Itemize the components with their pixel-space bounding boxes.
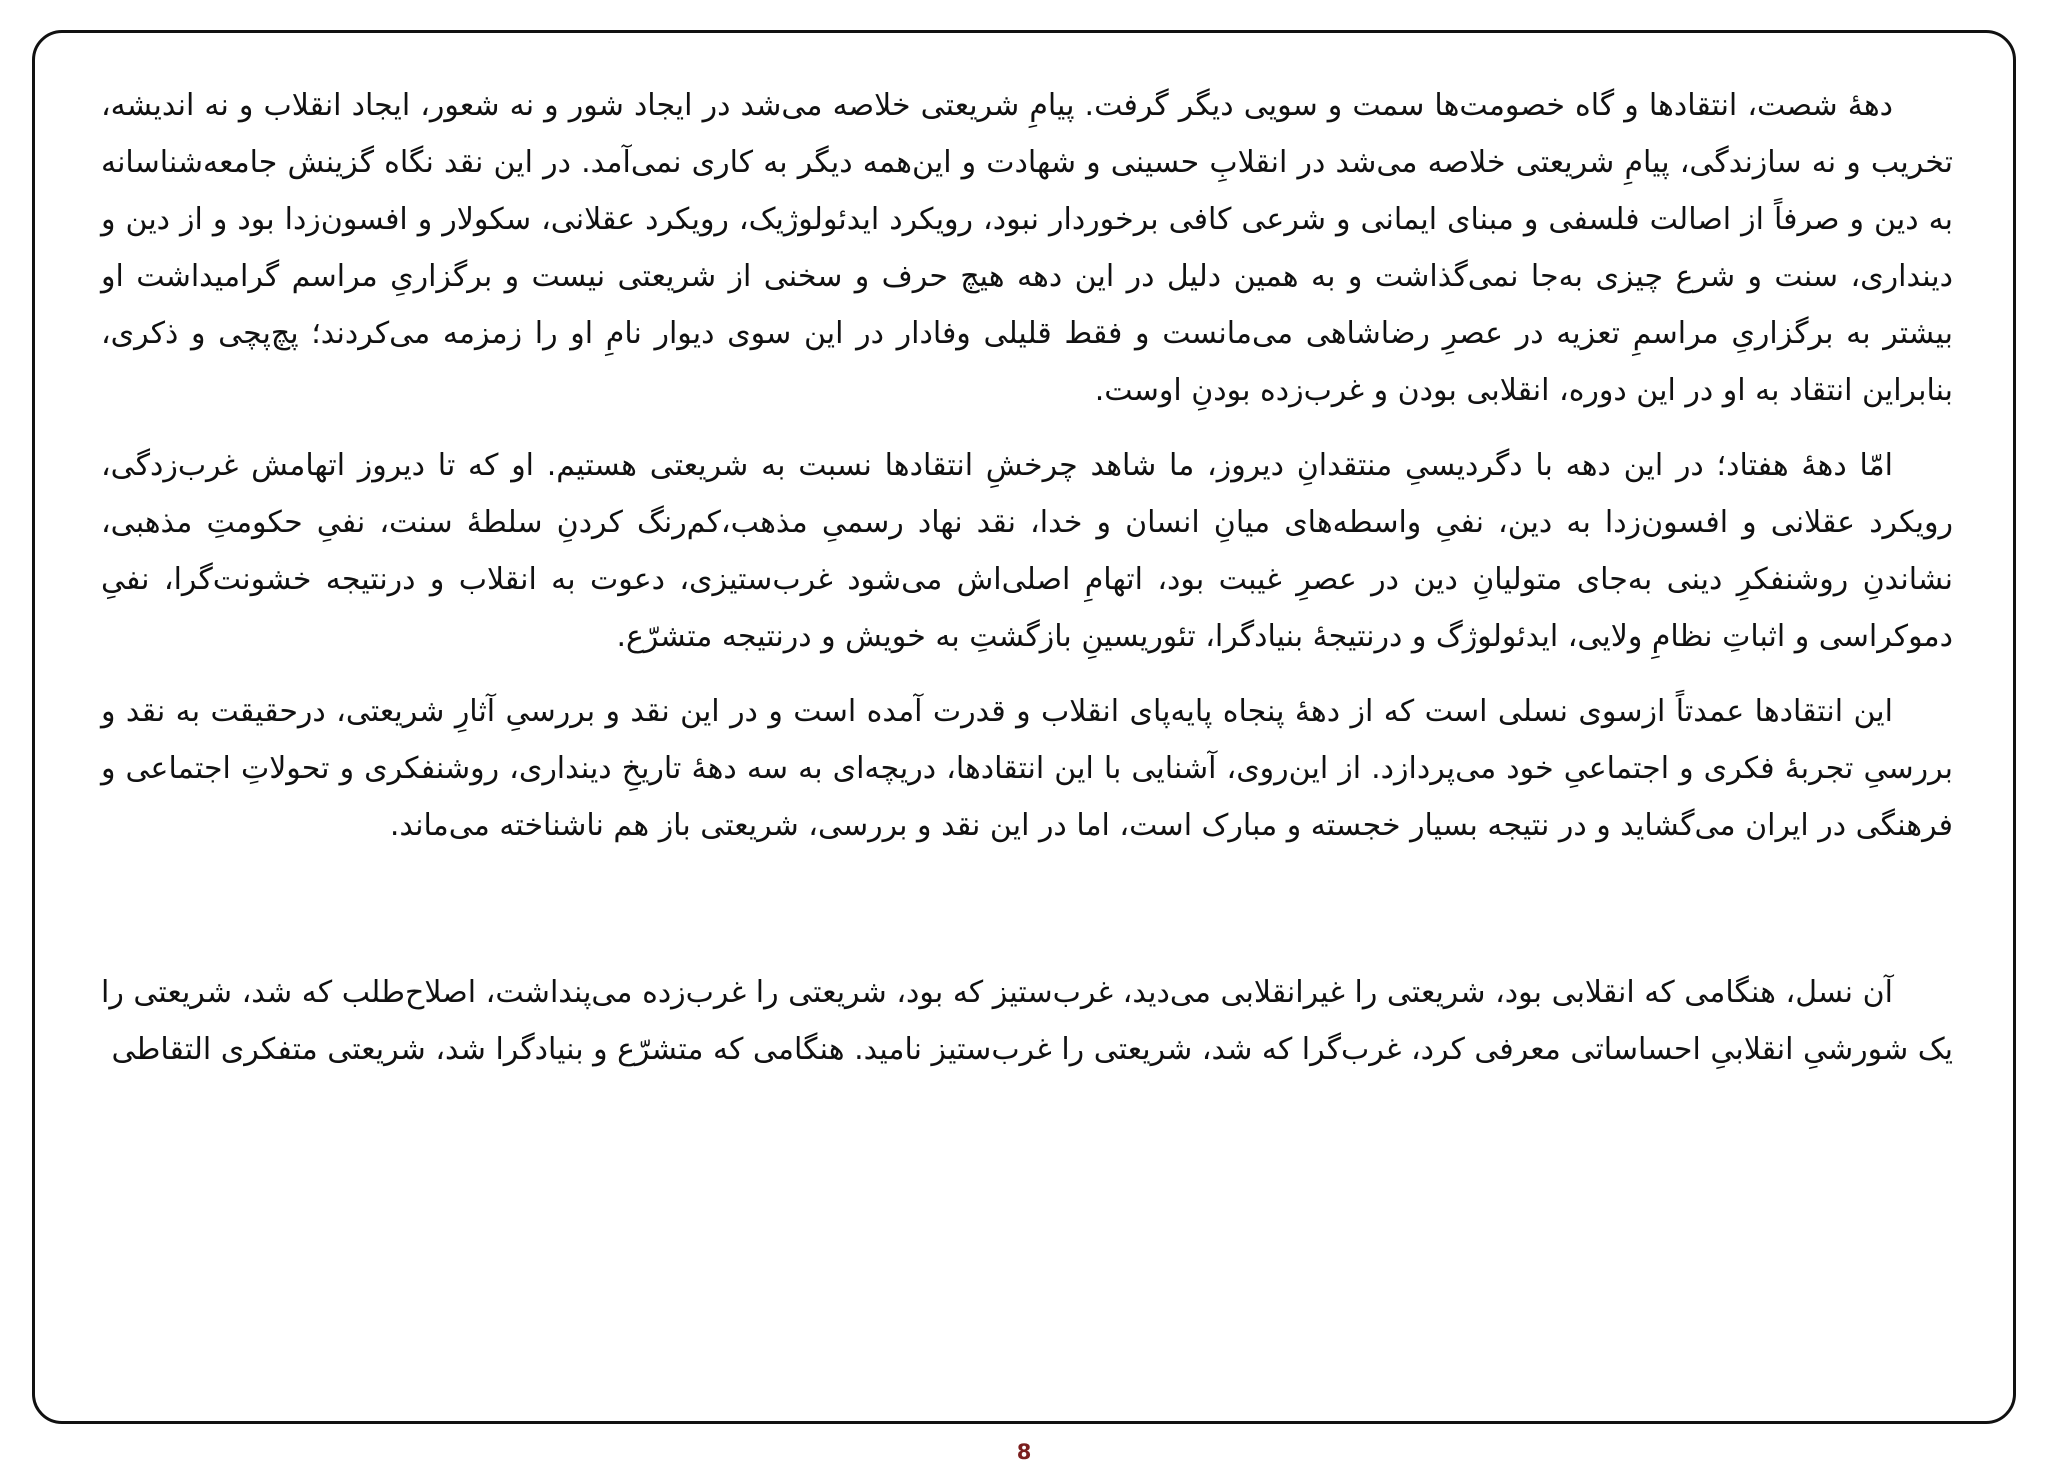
text-body xyxy=(101,77,1953,1096)
paragraph-1: دههٔ شصت، انتقادها و گاه خصومت‌ها سمت و سویی دیگر گرفت. پیامِ شریعتی خلاصه می‌شد در ایجاد شور و نه شعور، ایجاد انقلاب و نه اندیشه، تخریب و نه سازندگی، پیامِ شریعتی خلاصه می‌شد در انقلابِ حسینی و شهادت و این‌همه دیگر به کاری نمی‌آمد. در این نقد نگاه گزینش جامعه‌شناسانه به دین و صرفاً از اصالت فلسفی و مبنای ایمانی و شرعی کافی برخوردار نبود، رویکرد ایدئولوژیک، رویکرد عقلانی، سکولار و افسون‌زدا بود و از دین و دینداری، سنت و شرع چیزی به‌جا نمی‌گذاشت و به همین دلیل در این دهه هیچ حرف و سخنی از شریعتی نیست و برگزاریِ مراسم گرامیداشت او بیشتر به برگزاریِ مراسمِ تعزیه در عصرِ رضاشاهی می‌مانست و فقط قلیلی وفادار در این سوی دیوار نامِ او را زمزمه می‌کردند؛ پچ‌پچی و ذکری، بنابراین انتقاد به او در این دوره، انقلابی بودن و غرب‌زده بودنِ اوست. xyxy=(101,88,1953,408)
paragraph-2: امّا دههٔ هفتاد؛ در این دهه با دگردیسیِ منتقدانِ دیروز، ما شاهد چرخشِ انتقادها نسبت به شریعتی هستیم. او که تا دیروز اتهامش غرب‌زدگی، رویکرد عقلانی و افسون‌زدا به دین، نفیِ واسطه‌های میانِ انسان و خدا، نقد نهاد رسمیِ مذهب،کم‌رنگ کردنِ سلطهٔ سنت، نفیِ حکومتِ مذهبی، نشاندنِ روشنفکرِ دینی به‌جای متولیانِ دین در عصرِ غیبت بود، اتهامِ اصلی‌اش می‌شود غرب‌ستیزی، دعوت به انقلاب و درنتیجه خشونت‌گرا، نفیِ دموکراسی و اثباتِ نظامِ ولایی، ایدئولوژگ و درنتیجهٔ بنیادگرا، تئوریسینِ بازگشتِ به خویش و درنتیجه متشرّع. xyxy=(101,448,1953,654)
page-number: 8 xyxy=(1016,1440,1032,1464)
paragraph-4: آن نسل، هنگامی که انقلابی بود، شریعتی را غیرانقلابی می‌دید، غرب‌ستیز که بود، شریعتی را غرب‌زده می‌پنداشت، اصلاح‌طلب که شد، شریعتی را یک شورشیِ انقلابیِ احساساتی معرفی کرد، غرب‌گرا که شد، شریعتی را غرب‌ستیز نامید. هنگامی که متشرّع و بنیادگرا شد، شریعتی متفکری التقاطی xyxy=(101,975,1953,1067)
page-frame xyxy=(32,30,2016,1424)
paragraph-3: این انتقادها عمدتاً ازسوی نسلی است که از دههٔ پنجاه پایه‌پای انقلاب و قدرت آمده است و در این نقد و بررسیِ آثارِ شریعتی، درحقیقت به نقد و بررسیِ تجربهٔ فکری و اجتماعیِ خود می‌پردازد. از این‌روی، آشنایی با این انتقادها، دریچه‌ای به سه دههٔ تاریخِ دینداری، روشنفکری و تحولاتِ اجتماعی و فرهنگی در ایران می‌گشاید و در نتیجه بسیار خجسته و مبارک است، اما در این نقد و بررسی، شریعتی باز هم ناشناخته می‌ماند. xyxy=(101,694,1953,843)
